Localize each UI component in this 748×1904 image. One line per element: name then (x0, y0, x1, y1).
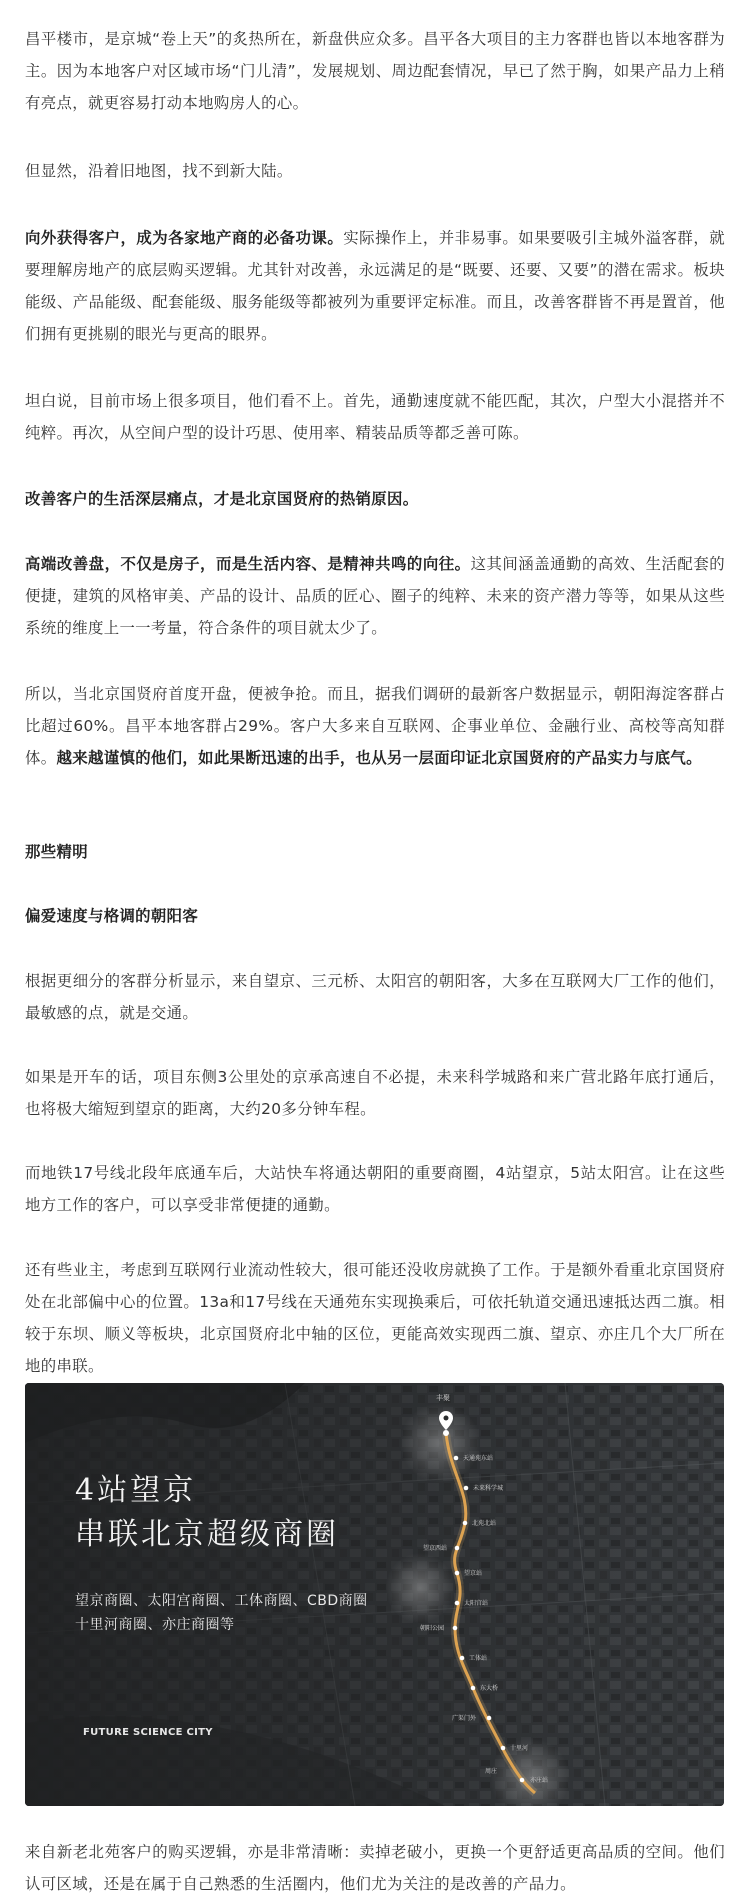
bold-lead: 向外获得客户，成为各家地产商的必备功课。 (25, 229, 344, 247)
paragraph-text: 这其间涵盖通勤的高效、生活配套的便捷，建筑的风格审美、产品的设计、品质的匠心、圈子的纯粹、未来的资产潜力等等，如果从这些系统的维度上一一考量，符合条件的项目就太少了。 (25, 555, 725, 637)
section-heading-1: 那些精明 (25, 843, 88, 861)
section-heading-2: 偏爱速度与格调的朝阳客 (25, 907, 199, 925)
station-label-top: 丰聚 (436, 1394, 450, 1402)
station-label: 十里河 (510, 1745, 529, 1752)
station-label: 望京站 (464, 1570, 483, 1577)
station-label: 北苑北站 (472, 1520, 497, 1527)
map-subtitle-line1: 望京商圈、太阳宫商圈、工体商圈、CBD商圈 (75, 1593, 368, 1609)
map-title-line2: 串联北京超级商圈 (75, 1517, 339, 1552)
paragraph-driving: 如果是开车的话，项目东侧3公里处的京承高速自不必提，未来科学城路和来广营北路年底打通后，也将极大缩短到望京的距离，大约20多分钟车程。 (25, 1068, 725, 1118)
map-title-line1: 4站望京 (75, 1473, 197, 1508)
paragraph-outside-customers (25, 222, 725, 350)
bold-conclusion: 越来越谨慎的他们，如此果断迅速的出手，也从另一层面印证北京国贤府的产品实力与底气。 (56, 749, 702, 767)
map-subtitle-line2: 十里河商圈、亦庄商圈等 (75, 1617, 235, 1633)
paragraph-high-end (25, 548, 725, 644)
paragraph-pain-point (25, 483, 725, 515)
paragraph-subway-17: 而地铁17号线北段年底通车后，大站快车将通达朝阳的重要商圈，4站望京，5站太阳宫。让在这些地方工作的客户，可以享受非常便捷的通勤。 (25, 1164, 725, 1214)
subway-map-image (25, 1383, 724, 1806)
station-label: 未来科学城 (473, 1485, 504, 1492)
station-label: 工体站 (469, 1655, 488, 1662)
paragraph-market-view: 坦白说，目前市场上很多项目，他们看不上。首先，通勤速度就不能匹配，其次，户型大小混搭并不纯粹。再次，从空间户型的设计巧思、使用率、精装品质等都乏善可陈。 (25, 392, 725, 442)
station-label: 望京西站 (423, 1545, 448, 1552)
bold-statement: 改善客户的生活深层痛点，才是北京国贤府的热销原因。 (25, 490, 419, 508)
paragraph-customer-data (25, 678, 725, 774)
station-label: 太阳宫站 (464, 1600, 489, 1607)
paragraph-intro: 昌平楼市，是京城“卷上天”的炙热所在，新盘供应众多。昌平各大项目的主力客群也皆以本地客群为主。因为本地客户对区域市场“门儿清”，发展规划、周边配套情况，早已了然于胸，如果产品力上稍有亮点，就更容易打动本地购房人的心。 (25, 30, 725, 112)
station-label: 广渠门外 (452, 1715, 477, 1722)
paragraph-text: 所以，当北京国贤府首度开盘，便被争抢。而且，据我们调研的最新客户数据显示，朝阳海淀客群占比超过60%。昌平本地客群占29%。客户大多来自互联网、企事业单位、金融行业、高校等高知群体。 (25, 685, 725, 767)
station-label: 亦庄站 (530, 1777, 549, 1784)
paragraph-old-map: 但显然，沿着旧地图，找不到新大陆。 (25, 162, 293, 180)
station-label: 天通苑东站 (463, 1455, 494, 1462)
bold-lead: 高端改善盘，不仅是房子，而是生活内容、是精神共鸣的向往。 (25, 555, 471, 573)
paragraph-beiyuan-customers: 来自新老北苑客户的购买逻辑，亦是非常清晰：卖掉老破小，更换一个更舒适更高品质的空间。他们认可区域，还是在属于自己熟悉的生活圈内，他们尤为关注的是改善的产品力。 (25, 1843, 725, 1893)
station-label: 东大桥 (480, 1685, 499, 1692)
station-label: 周庄 (485, 1768, 498, 1775)
paragraph-location: 还有些业主，考虑到互联网行业流动性较大，很可能还没收房就换了工作。于是额外看重北京国贤府处在北部偏中心的位置。13a和17号线在天通苑东实现换乘后，可依托轨道交通迅速抵达西二旗。相较于东坝、顺义等板块，北京国贤府北中轴的区位，更能高效实现西二旗、望京、亦庄几个大厂所在地的串联。 (25, 1261, 725, 1375)
paragraph-segmentation: 根据更细分的客群分析显示，来自望京、三元桥、太阳宫的朝阳客，大多在互联网大厂工作的他们，最敏感的点，就是交通。 (25, 972, 725, 1022)
map-city-label: FUTURE SCIENCE CITY (83, 1727, 213, 1738)
paragraph-text: 实际操作上，并非易事。如果要吸引主城外溢客群，就要理解房地产的底层购买逻辑。尤其针对改善，永远满足的是“既要、还要、又要”的潜在需求。板块能级、产品能级、配套能级、服务能级等都被列为重要评定标准。而且，改善客群皆不再是置首，他们拥有更挑剔的眼光与更高的眼界。 (25, 229, 725, 343)
station-label: 朝阳公园 (420, 1625, 445, 1632)
